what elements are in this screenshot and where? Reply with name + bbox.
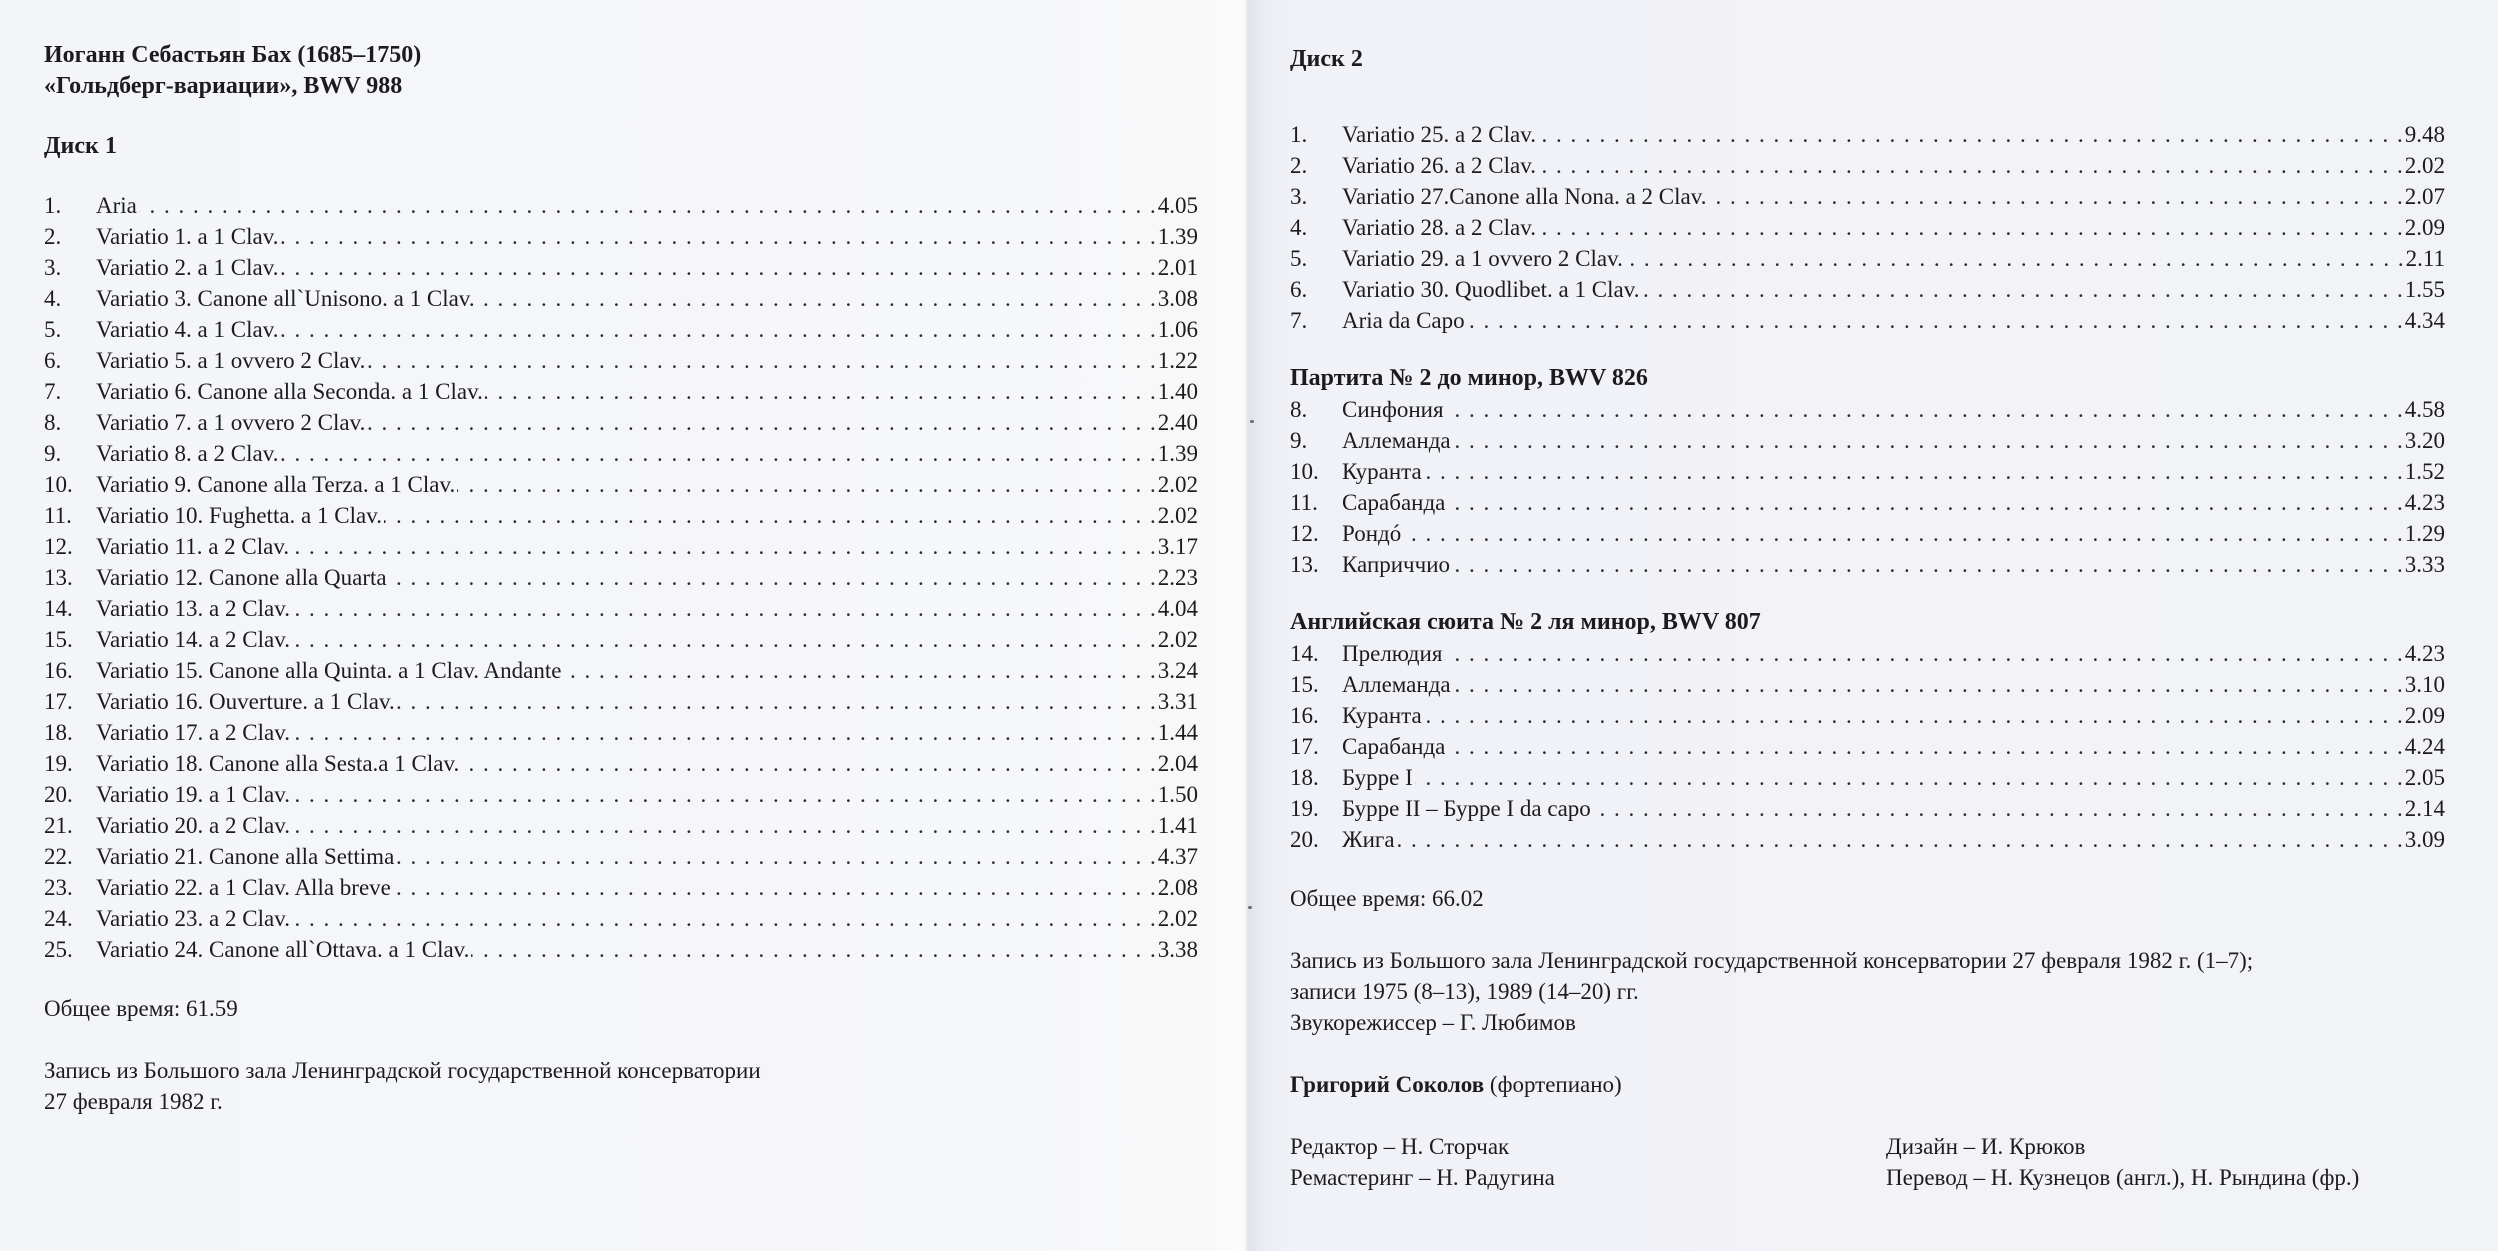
- dot-leader: [1453, 669, 2403, 700]
- track-row: [1290, 456, 2445, 487]
- credits-column-left: [1290, 1131, 1886, 1193]
- track-title: Variatio 27.Canone alla Nona. a 2 Clav.: [1342, 184, 1707, 209]
- track-row: [1290, 793, 2445, 824]
- track-title: Variatio 20. a 2 Clav.: [96, 813, 290, 838]
- track-title: Рондó: [1342, 521, 1402, 546]
- track-duration: 1.50: [1157, 782, 1198, 807]
- track-duration: 9.48: [2404, 122, 2445, 147]
- disc-2-total-time: Общее время: 66.02: [1290, 886, 1484, 911]
- track-title: Variatio 22. a 1 Clav. Alla breve: [96, 875, 391, 900]
- disc-1-heading: Диск 1: [44, 133, 117, 159]
- partita-heading: Партита № 2 до минор, BWV 826: [1290, 365, 1648, 391]
- track-duration: 3.20: [2404, 428, 2445, 453]
- dot-leader: [1538, 212, 2403, 243]
- track-title: Аллеманда: [1342, 428, 1451, 453]
- track-duration: 2.11: [2405, 246, 2445, 271]
- track-number: 20.: [44, 782, 73, 807]
- track-row: [1290, 669, 2445, 700]
- track-row: [1290, 487, 2445, 518]
- track-row: [44, 376, 1198, 407]
- track-duration: 4.23: [2404, 641, 2445, 666]
- track-row: [44, 717, 1198, 748]
- track-duration: 2.07: [2404, 184, 2445, 209]
- dot-leader: [393, 872, 1156, 903]
- track-row: [1290, 212, 2445, 243]
- track-number: 2.: [1290, 153, 1308, 178]
- track-number: 22.: [44, 844, 73, 869]
- dot-leader: [1625, 243, 2404, 274]
- track-number: 3.: [44, 255, 62, 280]
- dot-leader: [1538, 119, 2403, 150]
- track-number: 20.: [1290, 827, 1319, 852]
- dot-leader: [292, 717, 1156, 748]
- track-title: Variatio 11. a 2 Clav.: [96, 534, 290, 559]
- track-duration: 2.09: [2404, 215, 2445, 240]
- track-row: [1290, 731, 2445, 762]
- track-row: [44, 748, 1198, 779]
- track-number: 6.: [1290, 277, 1308, 302]
- track-number: 8.: [1290, 397, 1308, 422]
- credits: [1290, 1131, 2445, 1193]
- track-title: Variatio 17. a 2 Clav.: [96, 720, 290, 745]
- track-duration: 4.23: [2404, 490, 2445, 515]
- dot-leader: [1403, 518, 2403, 549]
- track-duration: 2.02: [2404, 153, 2445, 178]
- dot-leader: [461, 748, 1156, 779]
- track-duration: 3.33: [2404, 552, 2445, 577]
- track-duration: 2.14: [2404, 796, 2445, 821]
- track-duration: 3.10: [2404, 672, 2445, 697]
- track-number: 9.: [44, 441, 62, 466]
- dot-leader: [292, 810, 1156, 841]
- track-title: Куранта: [1342, 459, 1422, 484]
- disc-1-tracklist: [44, 190, 1198, 965]
- disc-2-goldberg-tracklist: [1290, 119, 2445, 336]
- dot-leader: [280, 438, 1155, 469]
- track-number: 8.: [44, 410, 62, 435]
- track-number: 21.: [44, 813, 73, 838]
- track-duration: 3.31: [1157, 689, 1198, 714]
- track-number: 24.: [44, 906, 73, 931]
- sound-engineer: Звукорежиссер – Г. Любимов: [1290, 1010, 1576, 1035]
- track-title: Variatio 19. a 1 Clav.: [96, 782, 290, 807]
- track-title: Aria da Capo: [1342, 308, 1465, 333]
- track-row: [1290, 549, 2445, 580]
- track-row: [44, 345, 1198, 376]
- dot-leader: [563, 655, 1155, 686]
- performer: [1290, 1069, 2445, 1100]
- dot-leader: [292, 593, 1156, 624]
- track-duration: 1.39: [1157, 224, 1198, 249]
- track-duration: 2.09: [2404, 703, 2445, 728]
- track-title: Variatio 9. Canone alla Terza. a 1 Clav.: [96, 472, 456, 497]
- track-row: [1290, 518, 2445, 549]
- track-row: [44, 903, 1198, 934]
- track-number: 9.: [1290, 428, 1308, 453]
- dot-leader: [280, 252, 1155, 283]
- track-row: [44, 314, 1198, 345]
- track-row: [44, 872, 1198, 903]
- performer-name: Григорий Соколов: [1290, 1072, 1485, 1097]
- recording-line: записи 1975 (8–13), 1989 (14–20) гг.: [1290, 979, 1639, 1004]
- track-number: 11.: [1290, 490, 1318, 515]
- track-number: 15.: [1290, 672, 1319, 697]
- dot-leader: [1446, 394, 2403, 425]
- track-number: 7.: [44, 379, 62, 404]
- dot-leader: [139, 190, 1156, 221]
- track-row: [44, 841, 1198, 872]
- track-duration: 1.52: [2404, 459, 2445, 484]
- dot-leader: [367, 345, 1155, 376]
- track-duration: 2.05: [2404, 765, 2445, 790]
- track-duration: 2.02: [1157, 503, 1198, 528]
- track-number: 14.: [1290, 641, 1319, 666]
- track-duration: 1.39: [1157, 441, 1198, 466]
- credit-editor: Редактор – Н. Сторчак: [1290, 1134, 1510, 1159]
- track-title: Прелюдия: [1342, 641, 1443, 666]
- credit-design: Дизайн – И. Крюков: [1886, 1134, 2086, 1159]
- track-title: Variatio 28. a 2 Clav.: [1342, 215, 1536, 240]
- recording-line: Запись из Большого зала Ленинградской государственной консерватории 27 февраля 1982 г. (1–7);: [1290, 948, 2254, 973]
- track-duration: 3.38: [1157, 937, 1198, 962]
- track-row: [44, 593, 1198, 624]
- dot-leader: [292, 779, 1156, 810]
- track-title: Аллеманда: [1342, 672, 1451, 697]
- track-row: [44, 469, 1198, 500]
- track-number: 10.: [1290, 459, 1319, 484]
- track-duration: 1.55: [2404, 277, 2445, 302]
- track-number: 5.: [44, 317, 62, 342]
- track-title: Variatio 30. Quodlibet. a 1 Clav.: [1342, 277, 1640, 302]
- track-row: [1290, 638, 2445, 669]
- track-duration: 2.02: [1157, 472, 1198, 497]
- track-title: Каприччио: [1342, 552, 1451, 577]
- track-number: 16.: [1290, 703, 1319, 728]
- track-row: [1290, 274, 2445, 305]
- track-duration: 1.06: [1157, 317, 1198, 342]
- track-number: 5.: [1290, 246, 1308, 271]
- track-row: [44, 686, 1198, 717]
- track-row: [1290, 700, 2445, 731]
- dot-leader: [367, 407, 1155, 438]
- performer-instrument: (фортепиано): [1484, 1072, 1622, 1097]
- track-title: Aria: [96, 193, 137, 218]
- track-number: 17.: [1290, 734, 1319, 759]
- dot-leader: [280, 314, 1155, 345]
- track-row: [44, 624, 1198, 655]
- disc-1-recording-info: [44, 1055, 1198, 1117]
- track-duration: 3.08: [1157, 286, 1198, 311]
- track-duration: 1.41: [1157, 813, 1198, 838]
- track-duration: 2.40: [1157, 410, 1198, 435]
- dot-leader: [397, 686, 1156, 717]
- track-title: Variatio 26. a 2 Clav.: [1342, 153, 1536, 178]
- track-number: 4.: [44, 286, 62, 311]
- track-number: 7.: [1290, 308, 1308, 333]
- track-title: Variatio 23. a 2 Clav.: [96, 906, 290, 931]
- track-row: [44, 934, 1198, 965]
- track-title: Variatio 21. Canone alla Settima: [96, 844, 395, 869]
- track-number: 1.: [1290, 122, 1308, 147]
- track-title: Variatio 12. Canone alla Quarta: [96, 565, 387, 590]
- track-number: 13.: [44, 565, 73, 590]
- track-title: Куранта: [1342, 703, 1422, 728]
- track-number: 19.: [1290, 796, 1319, 821]
- track-title: Variatio 13. a 2 Clav.: [96, 596, 290, 621]
- track-number: 16.: [44, 658, 73, 683]
- track-number: 13.: [1290, 552, 1319, 577]
- track-row: [1290, 394, 2445, 425]
- dot-leader: [1467, 305, 2403, 336]
- track-number: 17.: [44, 689, 73, 714]
- track-duration: 4.05: [1157, 193, 1198, 218]
- track-duration: 3.09: [2404, 827, 2445, 852]
- track-number: 12.: [1290, 521, 1319, 546]
- dot-leader: [1641, 274, 2402, 305]
- track-duration: 3.17: [1157, 534, 1198, 559]
- track-number: 14.: [44, 596, 73, 621]
- track-duration: 1.29: [2404, 521, 2445, 546]
- track-title: Variatio 16. Ouverture. a 1 Clav.: [96, 689, 395, 714]
- track-number: 2.: [44, 224, 62, 249]
- track-duration: 2.02: [1157, 906, 1198, 931]
- track-duration: 1.22: [1157, 348, 1198, 373]
- track-title: Variatio 6. Canone alla Seconda. a 1 Clav.: [96, 379, 483, 404]
- track-number: 15.: [44, 627, 73, 652]
- track-duration: 4.58: [2404, 397, 2445, 422]
- track-title: Variatio 15. Canone alla Quinta. a 1 Clav. Andante: [96, 658, 562, 683]
- disc-2-recording-info: [1290, 945, 2445, 1038]
- disc-1-total-time: Общее время: 61.59: [44, 996, 238, 1021]
- track-title: Variatio 25. a 2 Clav.: [1342, 122, 1536, 147]
- track-row: [1290, 762, 2445, 793]
- composer-title: Иоганн Себастьян Бах (1685–1750): [44, 42, 422, 68]
- track-duration: 1.44: [1157, 720, 1198, 745]
- dot-leader: [1447, 487, 2402, 518]
- track-number: 1.: [44, 193, 62, 218]
- track-row: [44, 810, 1198, 841]
- dot-leader: [396, 841, 1155, 872]
- english-suite-heading: Английская сюита № 2 ля минор, BWV 807: [1290, 609, 1761, 635]
- dot-leader: [485, 376, 1156, 407]
- track-duration: 2.23: [1157, 565, 1198, 590]
- dot-leader: [471, 934, 1155, 965]
- dot-leader: [477, 283, 1156, 314]
- recording-line: 27 февраля 1982 г.: [44, 1089, 223, 1114]
- dot-leader: [1538, 150, 2403, 181]
- dot-leader: [1709, 181, 2403, 212]
- track-number: 19.: [44, 751, 73, 776]
- dot-leader: [291, 531, 1156, 562]
- track-number: 4.: [1290, 215, 1308, 240]
- print-speck: [1248, 906, 1252, 909]
- right-page-content: [1290, 44, 2445, 1193]
- track-number: 23.: [44, 875, 73, 900]
- track-number: 12.: [44, 534, 73, 559]
- track-number: 11.: [44, 503, 72, 528]
- track-title: Variatio 18. Canone alla Sesta.a 1 Clav.: [96, 751, 460, 776]
- dot-leader: [1593, 793, 2403, 824]
- track-row: [44, 190, 1198, 221]
- track-title: Variatio 29. a 1 ovvero 2 Clav.: [1342, 246, 1623, 271]
- track-title: Variatio 4. a 1 Clav.: [96, 317, 279, 342]
- dot-leader: [1415, 762, 2403, 793]
- track-duration: 2.02: [1157, 627, 1198, 652]
- work-title: «Гольдберг-вариации», BWV 988: [44, 73, 403, 99]
- credits-column-right: [1886, 1131, 2445, 1193]
- track-row: [44, 531, 1198, 562]
- track-title: Variatio 10. Fughetta. a 1 Clav.: [96, 503, 382, 528]
- dot-leader: [292, 903, 1156, 934]
- track-number: 18.: [44, 720, 73, 745]
- dot-leader: [1424, 456, 2403, 487]
- track-row: [1290, 425, 2445, 456]
- track-row: [1290, 305, 2445, 336]
- dot-leader: [1397, 824, 2403, 855]
- dot-leader: [457, 469, 1156, 500]
- track-title: Variatio 3. Canone all`Unisono. a 1 Clav.: [96, 286, 475, 311]
- dot-leader: [1447, 731, 2402, 762]
- dot-leader: [292, 624, 1156, 655]
- track-row: [44, 500, 1198, 531]
- track-duration: 2.04: [1157, 751, 1198, 776]
- dot-leader: [1453, 425, 2403, 456]
- track-number: 3.: [1290, 184, 1308, 209]
- dot-leader: [280, 221, 1155, 252]
- track-title: Синфония: [1342, 397, 1444, 422]
- track-number: 25.: [44, 937, 73, 962]
- track-row: [1290, 824, 2445, 855]
- track-row: [1290, 243, 2445, 274]
- track-number: 6.: [44, 348, 62, 373]
- print-speck: [1250, 420, 1254, 423]
- track-row: [44, 283, 1198, 314]
- track-title: Variatio 7. a 1 ovvero 2 Clav.: [96, 410, 366, 435]
- track-title: Бурре I: [1342, 765, 1413, 790]
- disc-2-heading: Диск 2: [1290, 46, 1363, 72]
- page-fold: [1244, 0, 1248, 1251]
- track-row: [1290, 181, 2445, 212]
- track-duration: 4.34: [2404, 308, 2445, 333]
- track-duration: 4.24: [2404, 734, 2445, 759]
- track-duration: 1.40: [1157, 379, 1198, 404]
- dot-leader: [1424, 700, 2403, 731]
- track-title: Сарабанда: [1342, 734, 1446, 759]
- track-row: [1290, 119, 2445, 150]
- track-duration: 2.01: [1157, 255, 1198, 280]
- track-row: [44, 655, 1198, 686]
- track-row: [44, 779, 1198, 810]
- track-row: [1290, 150, 2445, 181]
- left-page-content: [44, 40, 1198, 1117]
- track-title: Variatio 1. a 1 Clav.: [96, 224, 279, 249]
- track-title: Variatio 14. a 2 Clav.: [96, 627, 290, 652]
- recording-line: Запись из Большого зала Ленинградской государственной консерватории: [44, 1058, 761, 1083]
- track-row: [44, 407, 1198, 438]
- track-duration: 4.37: [1157, 844, 1198, 869]
- partita-tracklist: [1290, 394, 2445, 580]
- english-suite-tracklist: [1290, 638, 2445, 855]
- track-title: Жига: [1342, 827, 1395, 852]
- track-title: Сарабанда: [1342, 490, 1446, 515]
- credit-translation: Перевод – Н. Кузнецов (англ.), Н. Рындина (фр.): [1886, 1165, 2360, 1190]
- track-number: 18.: [1290, 765, 1319, 790]
- track-title: Variatio 8. a 2 Clav.: [96, 441, 279, 466]
- track-title: Бурре II – Бурре I da capo: [1342, 796, 1591, 821]
- dot-leader: [384, 500, 1156, 531]
- track-row: [44, 252, 1198, 283]
- track-duration: 4.04: [1157, 596, 1198, 621]
- track-title: Variatio 2. a 1 Clav.: [96, 255, 279, 280]
- track-row: [44, 221, 1198, 252]
- track-title: Variatio 5. a 1 ovvero 2 Clav.: [96, 348, 366, 373]
- dot-leader: [389, 562, 1156, 593]
- track-duration: 3.24: [1157, 658, 1198, 683]
- track-row: [44, 562, 1198, 593]
- credit-remastering: Ремастеринг – Н. Радугина: [1290, 1165, 1555, 1190]
- track-number: 10.: [44, 472, 73, 497]
- track-duration: 2.08: [1157, 875, 1198, 900]
- track-row: [44, 438, 1198, 469]
- dot-leader: [1444, 638, 2402, 669]
- dot-leader: [1452, 549, 2403, 580]
- track-title: Variatio 24. Canone all`Ottava. a 1 Clav.: [96, 937, 470, 962]
